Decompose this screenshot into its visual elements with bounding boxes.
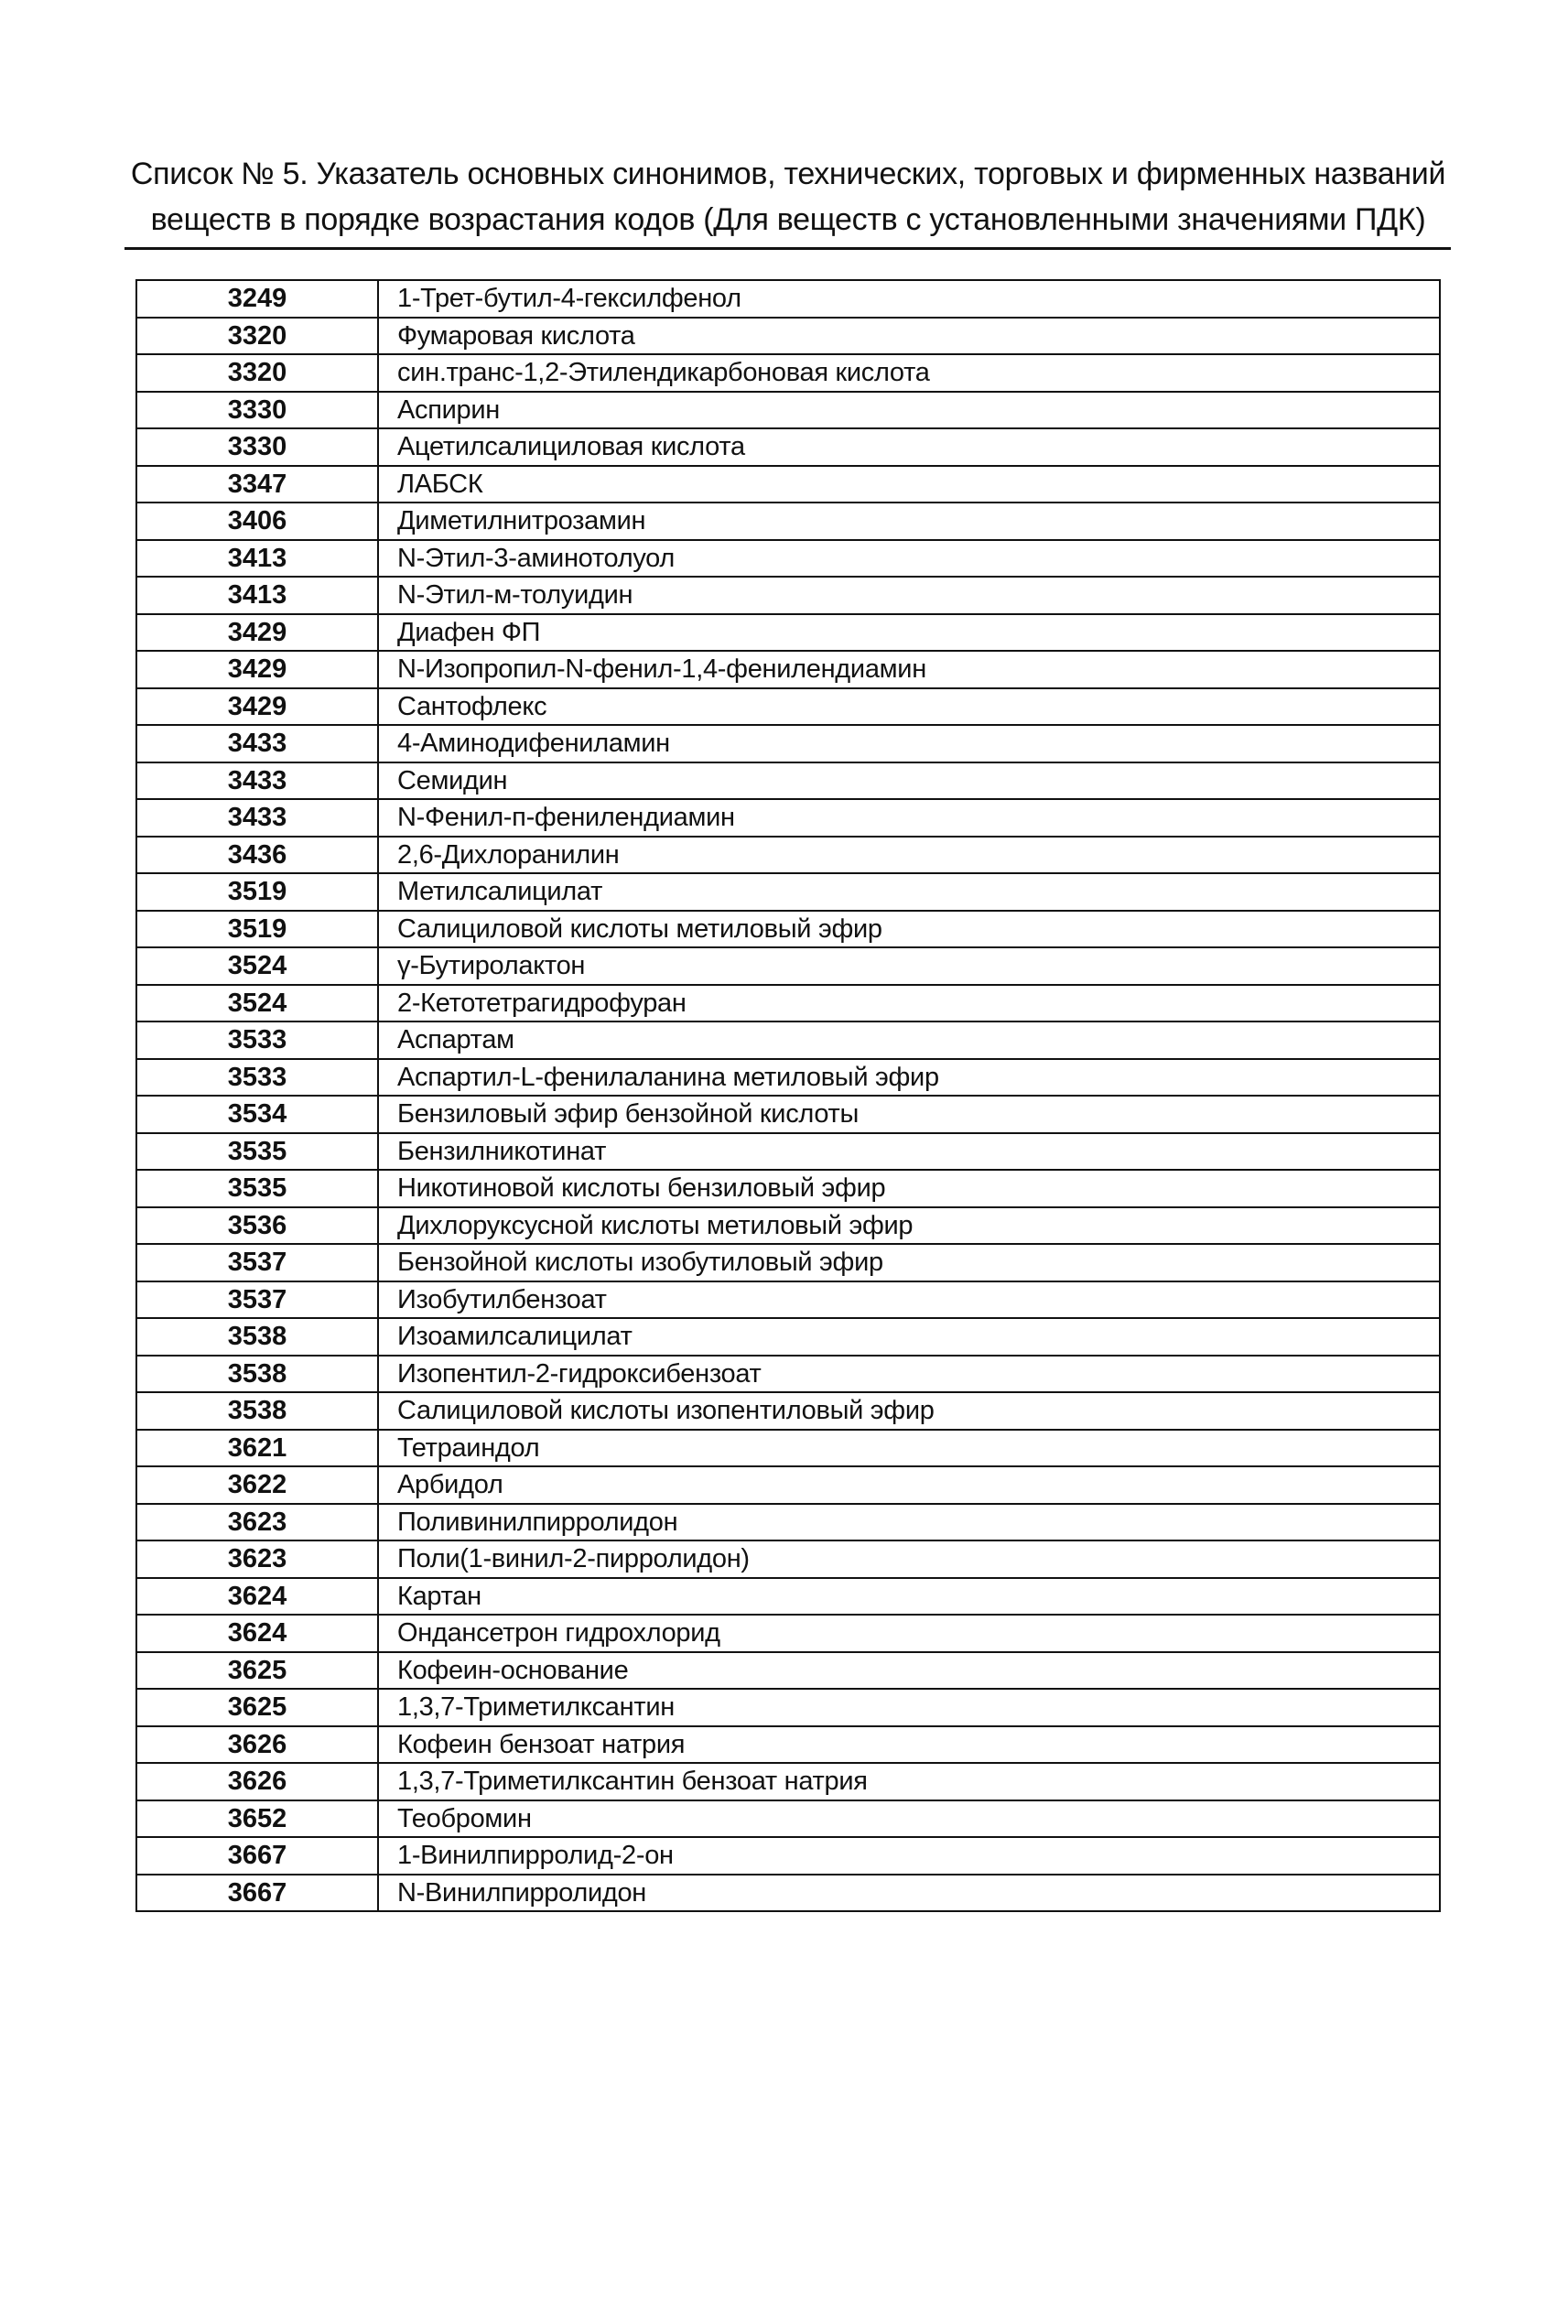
substance-code-cell: 3524 xyxy=(136,947,378,985)
table-row xyxy=(136,873,1440,911)
table-row xyxy=(136,799,1440,837)
substance-name-cell: Арбидол xyxy=(378,1466,1440,1504)
table-row xyxy=(136,466,1440,503)
table-row xyxy=(136,1466,1440,1504)
table-row xyxy=(136,614,1440,652)
substance-name-cell: Диафен ФП xyxy=(378,614,1440,652)
substance-name-cell: Салициловой кислоты метиловый эфир xyxy=(378,911,1440,948)
substance-code-cell: 3413 xyxy=(136,577,378,614)
page-title-line-2: веществ в порядке возрастания кодов (Для веществ с установленными значениями ПДК) xyxy=(150,202,1426,237)
substance-name-cell: Поли(1-винил-2-пирролидон) xyxy=(378,1540,1440,1578)
substance-name-cell: Сантофлекс xyxy=(378,688,1440,726)
substance-code-cell: 3429 xyxy=(136,651,378,688)
table-row xyxy=(136,1726,1440,1764)
substance-code-cell: 3534 xyxy=(136,1096,378,1133)
substance-name-cell: 1,3,7-Триметилксантин бензоат натрия xyxy=(378,1763,1440,1800)
table-row xyxy=(136,1318,1440,1356)
table-row xyxy=(136,1207,1440,1245)
table-row xyxy=(136,1578,1440,1616)
table-row xyxy=(136,428,1440,466)
substance-name-cell: Изопентил-2-гидроксибензоат xyxy=(378,1356,1440,1393)
substance-name-cell: син.транс-1,2-Этилендикарбоновая кислота xyxy=(378,354,1440,392)
substance-code-cell: 3429 xyxy=(136,614,378,652)
table-row xyxy=(136,577,1440,614)
substance-code-cell: 3621 xyxy=(136,1430,378,1467)
substance-code-cell: 3433 xyxy=(136,762,378,800)
table-row xyxy=(136,1689,1440,1726)
substance-name-cell: Кофеин бензоат натрия xyxy=(378,1726,1440,1764)
table-row xyxy=(136,985,1440,1022)
substance-code-cell: 3537 xyxy=(136,1281,378,1319)
table-row xyxy=(136,503,1440,540)
substance-code-cell: 3626 xyxy=(136,1763,378,1800)
substance-name-cell: N-Винилпирролидон xyxy=(378,1875,1440,1912)
substance-code-cell: 3533 xyxy=(136,1059,378,1097)
substance-name-cell: 2-Кетотетрагидрофуран xyxy=(378,985,1440,1022)
substance-code-cell: 3406 xyxy=(136,503,378,540)
substance-code-cell: 3524 xyxy=(136,985,378,1022)
substance-code-cell: 3535 xyxy=(136,1133,378,1171)
substance-code-cell: 3330 xyxy=(136,428,378,466)
table-row xyxy=(136,911,1440,948)
substance-name-cell: Фумаровая кислота xyxy=(378,318,1440,355)
substance-code-cell: 3667 xyxy=(136,1875,378,1912)
table-row xyxy=(136,1800,1440,1838)
substance-code-cell: 3538 xyxy=(136,1392,378,1430)
table-row xyxy=(136,540,1440,578)
synonym-index-table xyxy=(135,279,1441,1912)
substance-name-cell: Никотиновой кислоты бензиловый эфир xyxy=(378,1170,1440,1207)
table-row xyxy=(136,1392,1440,1430)
table-row xyxy=(136,1763,1440,1800)
substance-code-cell: 3623 xyxy=(136,1504,378,1541)
table-row xyxy=(136,1356,1440,1393)
synonym-index-table-container xyxy=(135,279,1441,1912)
substance-code-cell: 3667 xyxy=(136,1837,378,1875)
table-row xyxy=(136,1133,1440,1171)
table-row xyxy=(136,1096,1440,1133)
substance-code-cell: 3624 xyxy=(136,1578,378,1616)
substance-name-cell: Поливинилпирролидон xyxy=(378,1504,1440,1541)
substance-code-cell: 3519 xyxy=(136,911,378,948)
substance-code-cell: 3626 xyxy=(136,1726,378,1764)
substance-name-cell: 1-Трет-бутил-4-гексилфенол xyxy=(378,280,1440,318)
substance-code-cell: 3537 xyxy=(136,1244,378,1281)
substance-name-cell: 1-Винилпирролид-2-он xyxy=(378,1837,1440,1875)
substance-code-cell: 3320 xyxy=(136,318,378,355)
substance-code-cell: 3433 xyxy=(136,725,378,762)
table-row xyxy=(136,1059,1440,1097)
substance-name-cell: Изоамилсалицилат xyxy=(378,1318,1440,1356)
substance-code-cell: 3538 xyxy=(136,1356,378,1393)
substance-name-cell: Аспартил-L-фенилаланина метиловый эфир xyxy=(378,1059,1440,1097)
substance-name-cell: Дихлоруксусной кислоты метиловый эфир xyxy=(378,1207,1440,1245)
substance-name-cell: N-Этил-3-аминотолуол xyxy=(378,540,1440,578)
table-row xyxy=(136,1504,1440,1541)
substance-code-cell: 3536 xyxy=(136,1207,378,1245)
table-row xyxy=(136,1652,1440,1690)
substance-code-cell: 3622 xyxy=(136,1466,378,1504)
table-row xyxy=(136,1021,1440,1059)
substance-code-cell: 3433 xyxy=(136,799,378,837)
substance-name-cell: Изобутилбензоат xyxy=(378,1281,1440,1319)
table-row xyxy=(136,725,1440,762)
substance-name-cell: Ондансетрон гидрохлорид xyxy=(378,1615,1440,1652)
substance-name-cell: Аспартам xyxy=(378,1021,1440,1059)
table-row xyxy=(136,688,1440,726)
substance-code-cell: 3436 xyxy=(136,837,378,874)
table-row xyxy=(136,392,1440,429)
substance-code-cell: 3413 xyxy=(136,540,378,578)
substance-code-cell: 3624 xyxy=(136,1615,378,1652)
table-row xyxy=(136,1281,1440,1319)
substance-name-cell: Кофеин-основание xyxy=(378,1652,1440,1690)
table-row xyxy=(136,1875,1440,1912)
substance-code-cell: 3535 xyxy=(136,1170,378,1207)
substance-name-cell: Салициловой кислоты изопентиловый эфир xyxy=(378,1392,1440,1430)
table-row xyxy=(136,762,1440,800)
substance-code-cell: 3330 xyxy=(136,392,378,429)
table-row xyxy=(136,1244,1440,1281)
substance-code-cell: 3519 xyxy=(136,873,378,911)
substance-name-cell: 4-Аминодифениламин xyxy=(378,725,1440,762)
substance-code-cell: 3625 xyxy=(136,1689,378,1726)
substance-name-cell: γ-Бутиролактон xyxy=(378,947,1440,985)
substance-name-cell: Бензилникотинат xyxy=(378,1133,1440,1171)
substance-name-cell: N-Изопропил-N-фенил-1,4-фенилендиамин xyxy=(378,651,1440,688)
table-body xyxy=(136,280,1440,1911)
substance-name-cell: N-Этил-м-толуидин xyxy=(378,577,1440,614)
substance-name-cell: N-Фенил-п-фенилендиамин xyxy=(378,799,1440,837)
substance-code-cell: 3625 xyxy=(136,1652,378,1690)
substance-name-cell: Ацетилсалициловая кислота xyxy=(378,428,1440,466)
substance-code-cell: 3320 xyxy=(136,354,378,392)
page-title-line-1: Список № 5. Указатель основных синонимов, технических, торговых и фирменных названий xyxy=(130,157,1446,191)
substance-name-cell: Тетраиндол xyxy=(378,1430,1440,1467)
substance-code-cell: 3652 xyxy=(136,1800,378,1838)
table-row xyxy=(136,1615,1440,1652)
substance-code-cell: 3347 xyxy=(136,466,378,503)
substance-code-cell: 3249 xyxy=(136,280,378,318)
substance-name-cell: Аспирин xyxy=(378,392,1440,429)
table-row xyxy=(136,651,1440,688)
substance-code-cell: 3623 xyxy=(136,1540,378,1578)
table-row xyxy=(136,1170,1440,1207)
substance-name-cell: Бензойной кислоты изобутиловый эфир xyxy=(378,1244,1440,1281)
substance-name-cell: ЛАБСК xyxy=(378,466,1440,503)
table-row xyxy=(136,1540,1440,1578)
table-row xyxy=(136,1430,1440,1467)
table-row xyxy=(136,1837,1440,1875)
substance-name-cell: Метилсалицилат xyxy=(378,873,1440,911)
table-row xyxy=(136,354,1440,392)
header-divider xyxy=(124,247,1451,250)
substance-name-cell: Диметилнитрозамин xyxy=(378,503,1440,540)
substance-name-cell: Семидин xyxy=(378,762,1440,800)
substance-name-cell: 2,6-Дихлоранилин xyxy=(378,837,1440,874)
page-title xyxy=(124,151,1452,243)
table-row xyxy=(136,947,1440,985)
table-row xyxy=(136,318,1440,355)
table-row xyxy=(136,837,1440,874)
substance-name-cell: 1,3,7-Триметилксантин xyxy=(378,1689,1440,1726)
substance-name-cell: Бензиловый эфир бензойной кислоты xyxy=(378,1096,1440,1133)
substance-code-cell: 3538 xyxy=(136,1318,378,1356)
substance-code-cell: 3533 xyxy=(136,1021,378,1059)
table-row xyxy=(136,280,1440,318)
substance-code-cell: 3429 xyxy=(136,688,378,726)
substance-name-cell: Теобромин xyxy=(378,1800,1440,1838)
substance-name-cell: Картан xyxy=(378,1578,1440,1616)
